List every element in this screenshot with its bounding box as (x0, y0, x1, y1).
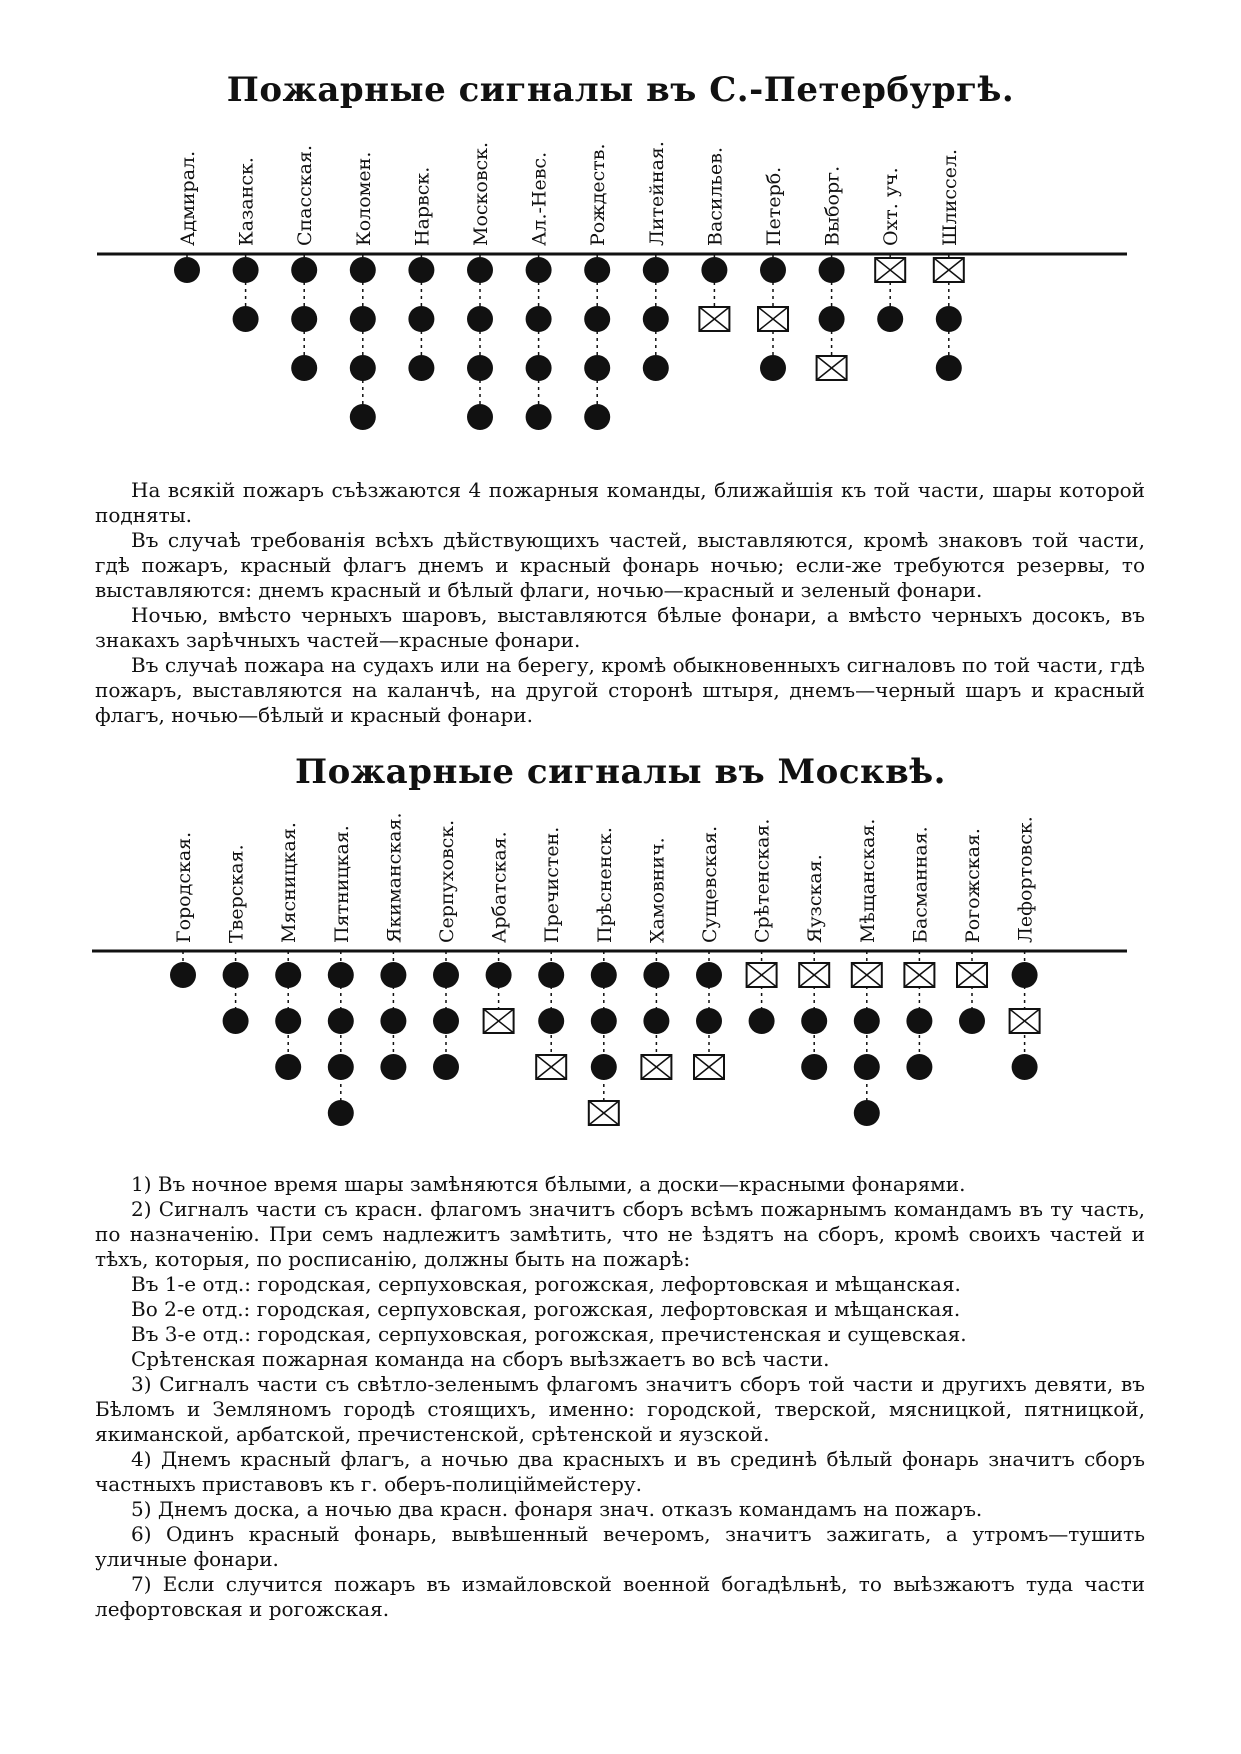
signal-board (1010, 1009, 1040, 1033)
district-label: Рождеств. (587, 143, 610, 246)
district-label: Прѣсненск. (593, 827, 616, 943)
signal-ball (174, 257, 200, 283)
signal-ball (591, 1008, 617, 1034)
signal-ball (223, 1008, 249, 1034)
msk-notes (95, 1172, 1145, 1622)
signal-ball (643, 257, 669, 283)
signal-board (589, 1101, 619, 1125)
signal-ball (350, 257, 376, 283)
signal-ball (643, 962, 669, 988)
msk-list-1: Въ 1-е отд.: городская, серпуховская, рогожская, лефортовская и мѣщанская. (131, 1272, 961, 1296)
signal-ball (526, 257, 552, 283)
msk-list-3: Въ 3-е отд.: городская, серпуховская, рогожская, пречистенская и сущевская. (131, 1322, 967, 1346)
signal-ball (854, 1054, 880, 1080)
msk-note-3: 3) Сигналъ части съ свѣтло-зеленымъ флагомъ значитъ сборъ той части и другихъ девяти, въ Бѣломъ и Земляномъ городѣ стоящихъ, именно: городской, тверской, мясницкой, пятницкой, якиманской, арбатской, пречистенской, срѣтенской и яузской. (95, 1372, 1145, 1446)
msk-note-6: 6) Одинъ красный фонарь, вывѣшенный вечеромъ, значитъ зажигать, а утромъ—тушить уличные фонари. (95, 1522, 1145, 1571)
signal-ball (291, 355, 317, 381)
signal-ball (526, 306, 552, 332)
signal-ball (591, 962, 617, 988)
signal-ball (467, 257, 493, 283)
signal-ball (854, 1100, 880, 1126)
signal-ball (819, 257, 845, 283)
signal-ball (380, 962, 406, 988)
district-label: Нарвск. (411, 166, 434, 246)
signal-ball (749, 1008, 775, 1034)
msk-signal-diagram (0, 800, 1241, 1170)
signal-ball (291, 257, 317, 283)
signal-board (875, 258, 905, 282)
signal-board (957, 963, 987, 987)
signal-ball (233, 257, 259, 283)
signal-board (817, 356, 847, 380)
signal-ball (591, 1054, 617, 1080)
signal-ball (467, 404, 493, 430)
msk-note-4: 4) Днемъ красный флагъ, а ночью два красныхъ и въ срединѣ бѣлый фонарь значитъ сборъ частныхъ приставовъ къ г. оберъ-полиціймейстеру. (95, 1447, 1145, 1496)
signal-ball (291, 306, 317, 332)
signal-ball (584, 355, 610, 381)
signal-ball (906, 1008, 932, 1034)
district-label: Охт. уч. (880, 167, 903, 246)
district-label: Яузская. (804, 854, 827, 943)
district-label: Казанск. (235, 157, 258, 246)
signal-board (852, 963, 882, 987)
district-label: Сущевская. (699, 825, 721, 943)
signal-ball (584, 257, 610, 283)
district-label: Мясницкая. (278, 822, 301, 943)
msk-list-4: Срѣтенская пожарная команда на сборъ выѣзжаетъ во всѣ части. (131, 1347, 830, 1371)
signal-ball (584, 404, 610, 430)
district-label: Московск. (470, 141, 492, 246)
signal-ball (819, 306, 845, 332)
signal-ball (467, 306, 493, 332)
signal-ball (486, 962, 512, 988)
signal-board (641, 1055, 671, 1079)
signal-ball (643, 306, 669, 332)
district-label: Городская. (173, 831, 195, 943)
spb-paragraph-4: Въ случаѣ пожара на судахъ или на берегу, кромѣ обыкновенныхъ сигналовъ по той части, гдѣ пожаръ, выставляются на каланчѣ, на другой сторонѣ штыря, днемъ—черный шаръ и красный флагъ, ночью—бѣлый и красный фонари. (95, 653, 1145, 727)
signal-ball (1012, 1054, 1038, 1080)
signal-ball (350, 404, 376, 430)
signal-board (747, 963, 777, 987)
district-label: Адмирал. (177, 150, 199, 246)
signal-ball (233, 306, 259, 332)
signal-ball (275, 1054, 301, 1080)
signal-board (694, 1055, 724, 1079)
signal-board (536, 1055, 566, 1079)
signal-ball (467, 355, 493, 381)
signal-ball (760, 257, 786, 283)
district-label: Пятницкая. (330, 825, 353, 943)
signal-ball (275, 1008, 301, 1034)
district-label: Арбатская. (488, 831, 511, 943)
signal-board (934, 258, 964, 282)
signal-ball (696, 1008, 722, 1034)
msk-title: Пожарные сигналы въ Москвѣ. (295, 752, 946, 792)
signal-ball (433, 1054, 459, 1080)
signal-ball (350, 306, 376, 332)
district-label: Пречистен. (541, 826, 564, 943)
signal-ball (801, 1054, 827, 1080)
signal-ball (906, 1054, 932, 1080)
signal-board (904, 963, 934, 987)
signal-ball (538, 1008, 564, 1034)
signal-ball (328, 1008, 354, 1034)
district-label: Серпуховск. (436, 819, 458, 943)
signal-board (758, 307, 788, 331)
district-label: Шлиссел. (938, 148, 961, 246)
signal-board (699, 307, 729, 331)
district-label: Срѣтенская. (751, 818, 774, 943)
signal-ball (328, 1054, 354, 1080)
district-label: Коломен. (352, 151, 375, 246)
district-label: Ал.-Невс. (528, 151, 551, 246)
signal-ball (433, 962, 459, 988)
signal-ball (936, 306, 962, 332)
msk-note-7: 7) Если случится пожаръ въ измайловской военной богадѣльнѣ, то выѣзжаютъ туда части лефортовская и рогожская. (95, 1572, 1145, 1621)
signal-ball (538, 962, 564, 988)
district-label: Спасская. (294, 144, 317, 246)
signal-ball (328, 1100, 354, 1126)
district-label: Лефортовск. (1014, 816, 1037, 943)
signal-ball (408, 355, 434, 381)
signal-ball (275, 962, 301, 988)
signal-board (484, 1009, 514, 1033)
signal-ball (350, 355, 376, 381)
signal-ball (643, 1008, 669, 1034)
signal-ball (877, 306, 903, 332)
signal-ball (170, 962, 196, 988)
district-label: Якиманская. (383, 812, 406, 943)
msk-note-5: 5) Днемъ доска, а ночью два красн. фонаря знач. отказъ командамъ на пожаръ. (131, 1497, 983, 1521)
district-label: Мѣщанская. (856, 818, 879, 943)
signal-ball (408, 257, 434, 283)
signal-ball (526, 404, 552, 430)
spb-signal-diagram (0, 130, 1241, 470)
signal-ball (408, 306, 434, 332)
signal-ball (526, 355, 552, 381)
signal-ball (223, 962, 249, 988)
district-label: Выборг. (821, 165, 844, 246)
signal-ball (854, 1008, 880, 1034)
signal-ball (696, 962, 722, 988)
signal-board (799, 963, 829, 987)
district-label: Рогожская. (962, 828, 984, 943)
signal-ball (433, 1008, 459, 1034)
spb-paragraph-2: Въ случаѣ требованія всѣхъ дѣйствующихъ частей, выставляются, кромѣ знаковъ той части, гдѣ пожаръ, красный флагъ днемъ и красный фонарь ночью; если-же требуются резервы, то выставляются: днемъ красный и бѣлый флаги, ночью—красный и зеленый фонари. (95, 528, 1145, 602)
signal-ball (380, 1054, 406, 1080)
msk-list-2: Во 2-е отд.: городская, серпуховская, рогожская, лефортовская и мѣщанская. (131, 1297, 961, 1321)
msk-note-2: 2) Сигналъ части съ красн. флагомъ значитъ сборъ всѣмъ пожарнымъ командамъ въ ту часть, по назначенію. При семъ надлежитъ замѣтить, что не ѣздятъ на сборъ, кромѣ своихъ частей и тѣхъ, которыя, по росписанію, должны быть на пожарѣ: (95, 1197, 1145, 1271)
signal-ball (1012, 962, 1038, 988)
district-label: Хамовнич. (646, 837, 669, 943)
district-label: Тверская. (225, 844, 248, 943)
spb-text (95, 478, 1145, 728)
signal-ball (584, 306, 610, 332)
signal-ball (801, 1008, 827, 1034)
district-label: Басманная. (909, 826, 932, 943)
spb-title: Пожарные сигналы въ С.-Петербургѣ. (226, 70, 1015, 110)
signal-ball (380, 1008, 406, 1034)
signal-ball (643, 355, 669, 381)
district-label: Литейная. (645, 141, 668, 246)
district-label: Васильев. (704, 147, 727, 246)
signal-ball (328, 962, 354, 988)
signal-ball (760, 355, 786, 381)
spb-paragraph-3: Ночью, вмѣсто черныхъ шаровъ, выставляются бѣлые фонари, а вмѣсто черныхъ досокъ, въ знакахъ зарѣчныхъ частей—красные фонари. (95, 603, 1145, 652)
msk-note-1: 1) Въ ночное время шары замѣняются бѣлыми, а доски—красными фонарями. (131, 1172, 966, 1196)
signal-ball (959, 1008, 985, 1034)
signal-ball (936, 355, 962, 381)
spb-paragraph-1: На всякій пожаръ съѣзжаются 4 пожарныя команды, ближайшія къ той части, шары которой подняты. (95, 478, 1145, 527)
district-label: Петерб. (763, 166, 785, 246)
signal-ball (701, 257, 727, 283)
